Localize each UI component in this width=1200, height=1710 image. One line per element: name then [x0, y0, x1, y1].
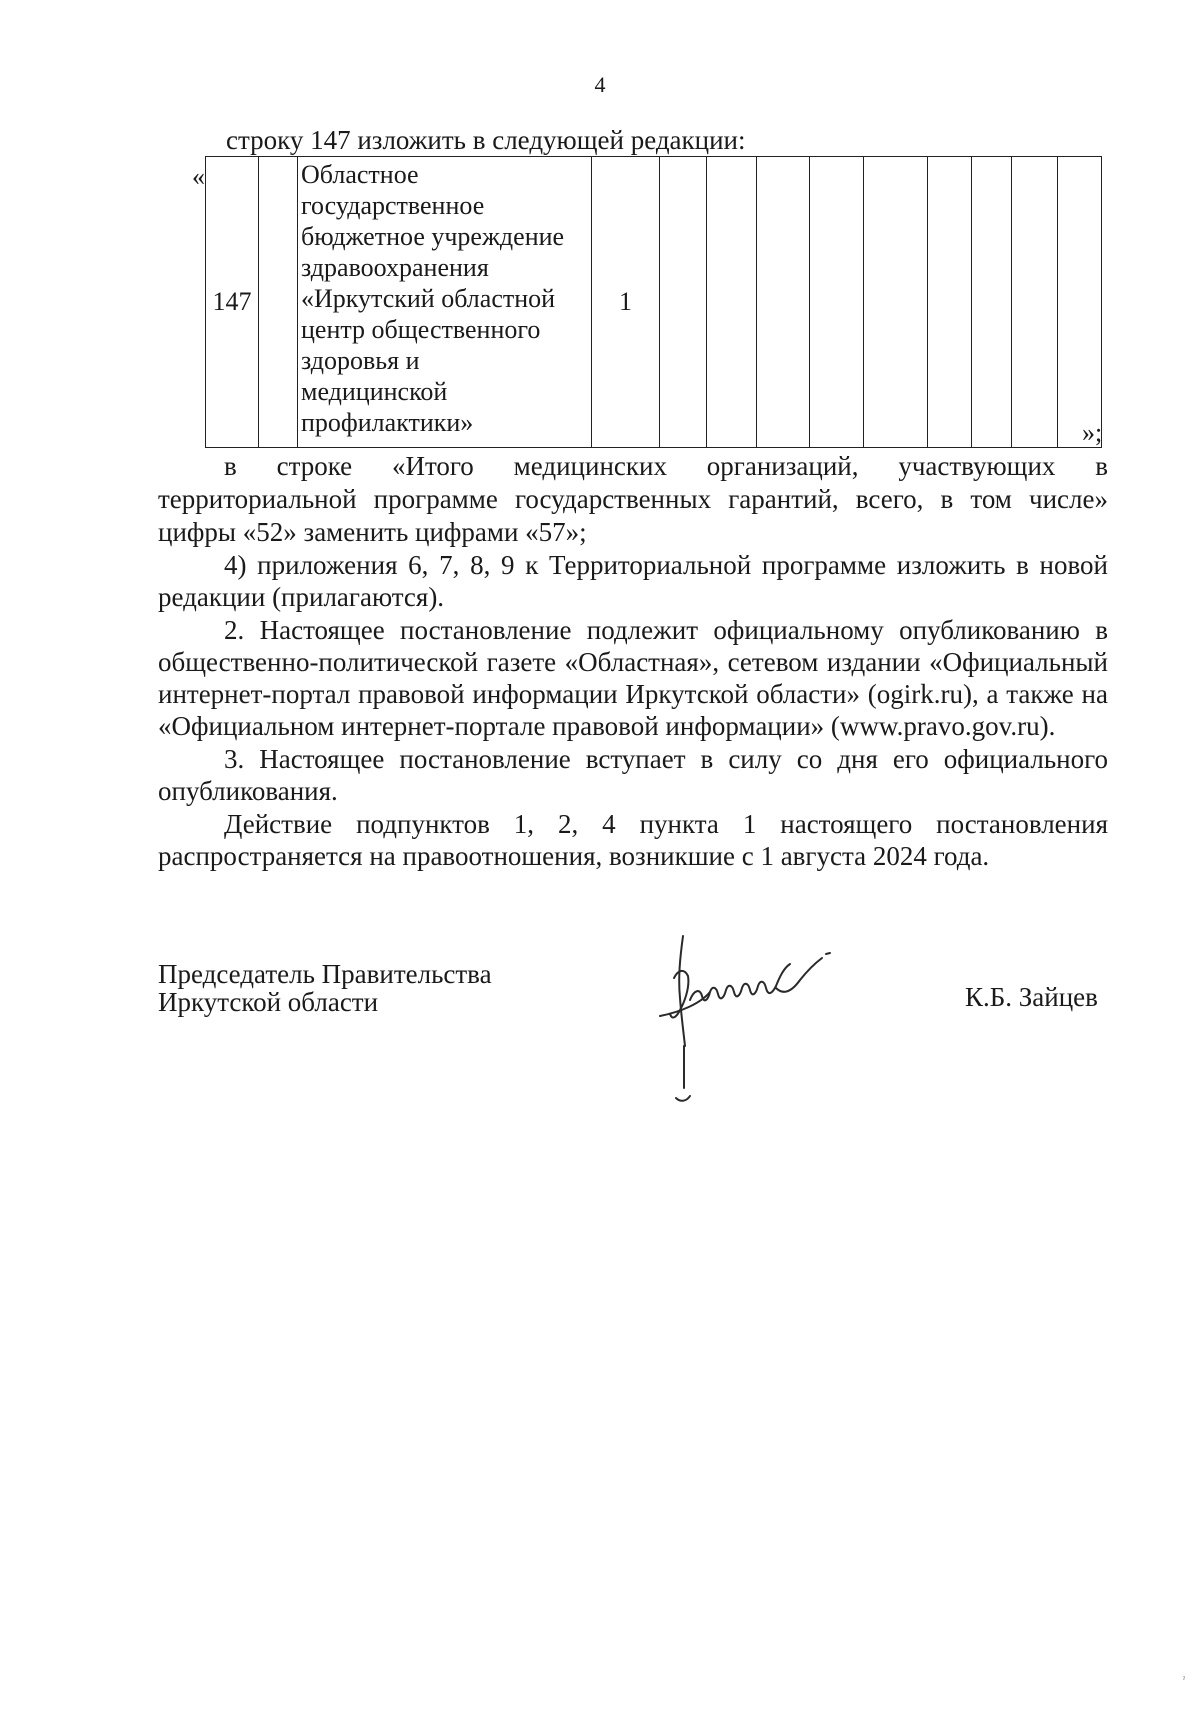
empty-cell	[660, 157, 707, 448]
publication-paragraph: 2. Настоящее постановление подлежит официальному опубликованию в общественно-политической газете «Областная», сетевом издании «Официальный интернет-портал правовой информации Иркутской области» (ogirk.ru), а также на «Официальном интернет-портале правовой информации» (www.pravo.gov.ru).	[158, 615, 1108, 741]
empty-cell	[707, 157, 757, 448]
signatory-title-line2: Иркутской области	[158, 987, 379, 1017]
signatory-name: К.Б. Зайцев	[965, 982, 1098, 1012]
amendment-table	[205, 156, 1102, 448]
page-number: 4	[594, 72, 606, 97]
name-line: профилактики»	[301, 408, 474, 437]
intro-text: строку 147 изложить в следующей редакции:	[226, 125, 746, 155]
empty-cell	[1058, 157, 1102, 448]
empty-cell	[1012, 157, 1058, 448]
empty-cell	[972, 157, 1012, 448]
table-quote-close: »;	[1082, 418, 1103, 447]
value-cell: 1	[592, 157, 660, 448]
itogo-paragraph-line1: в строке «Итого медицинских организаций, участвующих в	[224, 451, 1108, 481]
organization-name-cell	[298, 157, 592, 448]
table-quote-open: «	[192, 162, 205, 191]
appendix-paragraph: 4) приложения 6, 7, 8, 9 к Территориальной программе изложить в новой редакции (прилагаются).	[158, 550, 1108, 612]
empty-cell	[259, 157, 298, 448]
name-line: здоровья и	[301, 346, 420, 375]
signatory-title	[158, 960, 492, 1016]
name-line: центр общественного	[301, 315, 541, 344]
corner-mark: ˀ	[1183, 1675, 1185, 1684]
application-paragraph: Действие подпунктов 1, 2, 4 пункта 1 настоящего постановления распространяется на правоотношения, возникшие с 1 августа 2024 года.	[158, 809, 1108, 871]
empty-cell	[864, 157, 928, 448]
table-row	[206, 157, 1102, 448]
itogo-paragraph-line2: территориальной программе государственных гарантий, всего, в том числе»	[158, 484, 1108, 514]
effect-paragraph: 3. Настоящее постановление вступает в силу со дня его официального опубликования.	[158, 744, 1108, 806]
signatory-title-line1: Председатель Правительства	[158, 959, 492, 989]
handwritten-signature	[650, 928, 890, 1113]
name-line: здравоохранения	[301, 253, 489, 282]
document-body	[158, 450, 1108, 873]
name-line: медицинской	[301, 377, 448, 406]
empty-cell	[757, 157, 810, 448]
name-line: Областное	[301, 160, 419, 189]
empty-cell	[928, 157, 972, 448]
name-line: бюджетное учреждение	[301, 222, 565, 251]
itogo-paragraph-line3: цифры «52» заменить цифрами «57»;	[158, 517, 587, 547]
empty-cell	[810, 157, 864, 448]
name-line: государственное	[301, 191, 485, 220]
name-line: «Иркутский областной	[301, 284, 556, 313]
row-number: 147	[206, 157, 259, 448]
